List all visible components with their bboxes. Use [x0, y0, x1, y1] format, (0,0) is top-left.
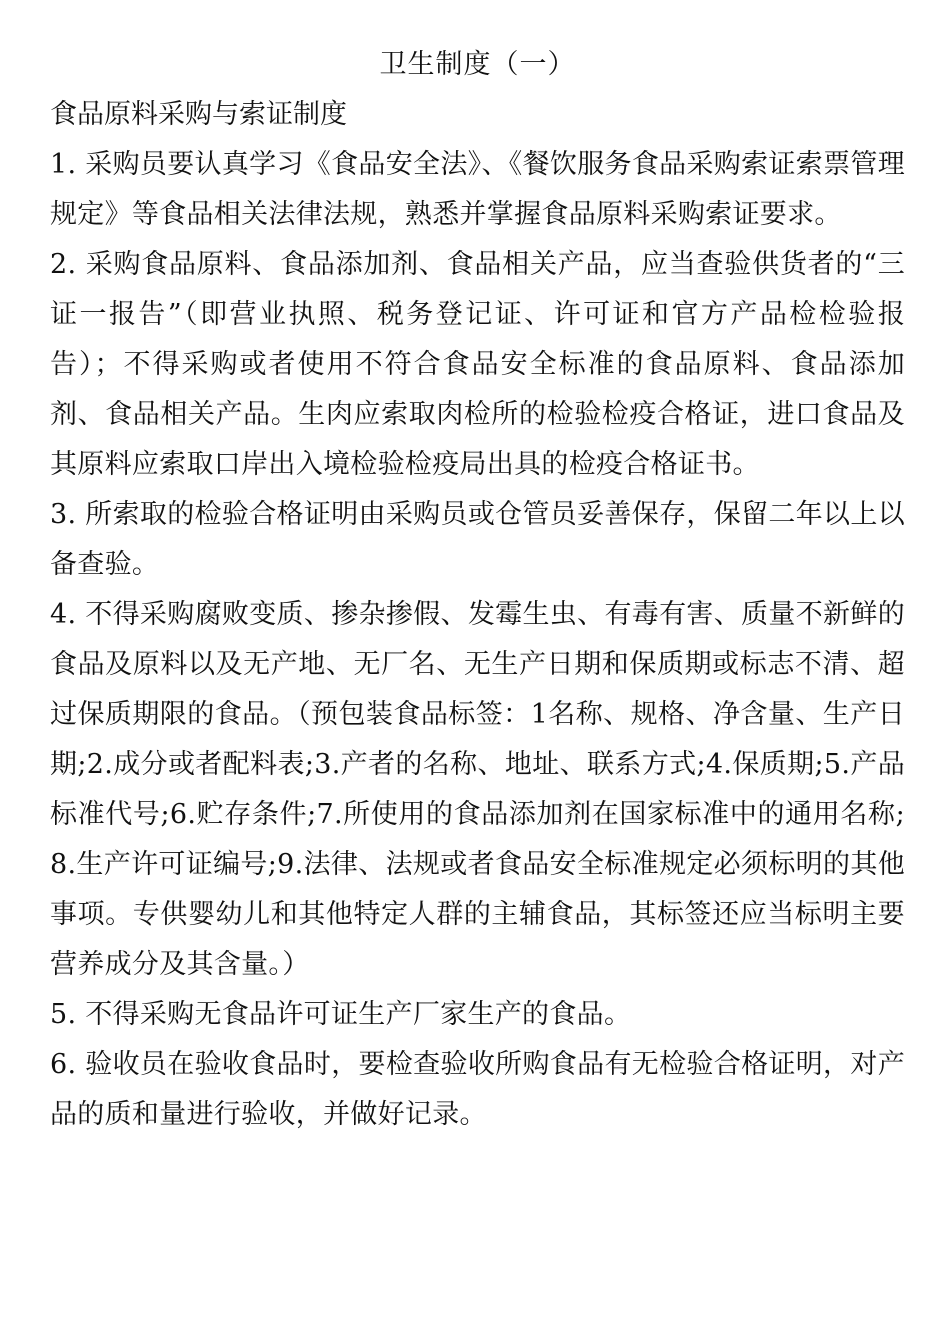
- paragraph-2: 2. 采购食品原料、食品添加剂、食品相关产品，应当查验供货者的“三证一报告”（即营业执照、税务登记证、许可证和官方产品检检验报告）；不得采购或者使用不符合食品安全标准的食品原料、食品添加剂、食品相关产品。生肉应索取肉检所的检验检疫合格证，进口食品及其原料应索取口岸出入境检验检疫局出具的检疫合格证书。: [50, 249, 905, 480]
- paragraph-4: 4. 不得采购腐败变质、掺杂掺假、发霉生虫、有毒有害、质量不新鲜的食品及原料以及无产地、无厂名、无生产日期和保质期或标志不清、超过保质期限的食品。（预包装食品标签：1名称、规格、净含量、生产日期;2.成分或者配料表;3.产者的名称、地址、联系方式;4.保质期;5.产品标准代号;6.贮存条件;7.所使用的食品添加剂在国家标准中的通用名称;8.生产许可证编号;9.法律、法规或者食品安全标准规定必须标明的其他事项。专供婴幼儿和其他特定人群的主辅食品，其标签还应当标明主要营养成分及其含量。）: [50, 599, 905, 980]
- paragraph-5: 5. 不得采购无食品许可证生产厂家生产的食品。: [50, 999, 632, 1030]
- paragraph-1: 1. 采购员要认真学习《食品安全法》、《餐饮服务食品采购索证索票管理规定》等食品相关法律法规，熟悉并掌握食品原料采购索证要求。: [50, 149, 905, 230]
- paragraph-6: 6. 验收员在验收食品时，要检查验收所购食品有无检验合格证明，对产品的质和量进行验收，并做好记录。: [50, 1049, 905, 1130]
- document-title: 卫生制度（一）: [379, 49, 576, 80]
- document-page: [50, 40, 905, 1140]
- document-subtitle: 食品原料采购与索证制度: [50, 99, 347, 130]
- paragraph-3: 3. 所索取的检验合格证明由采购员或仓管员妥善保存，保留二年以上以备查验。: [50, 499, 905, 580]
